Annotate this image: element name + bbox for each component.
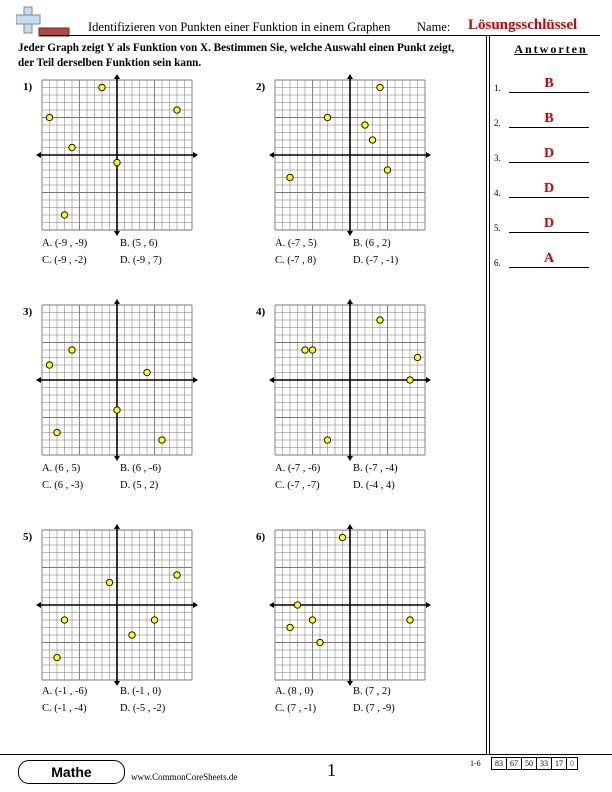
x-axis-arrow-left [269, 152, 274, 158]
answer-row-4 [494, 178, 604, 198]
choice-b: B. (7 , 2) [353, 686, 391, 697]
x-axis-arrow-left [36, 602, 41, 608]
page-number: 1 [327, 760, 336, 780]
score-cell: 17 [551, 757, 567, 770]
problem-6-graph [275, 530, 425, 680]
answer-number: 6. [494, 258, 501, 268]
plotted-point [302, 347, 308, 353]
answer-number: 1. [494, 83, 501, 93]
x-axis-arrow-left [269, 602, 274, 608]
problem-5-graph [42, 530, 192, 680]
choice-d: D. (-7 , -1) [353, 255, 399, 266]
x-axis-arrow-right [193, 152, 198, 158]
plotted-point [414, 354, 420, 360]
answer-value: D [543, 181, 555, 196]
plotted-point [144, 369, 150, 375]
score-cell: 0 [566, 757, 578, 770]
footer-divider [0, 754, 612, 755]
name-label: Name: [417, 20, 451, 34]
choice-b: B. (-1 , 0) [120, 686, 162, 697]
plotted-point [309, 347, 315, 353]
x-axis-arrow-left [269, 377, 274, 383]
header-divider [40, 35, 600, 36]
plotted-point [159, 437, 165, 443]
answer-number: 5. [494, 223, 501, 233]
plotted-point [369, 137, 375, 143]
problem-2-label: 2) [256, 81, 266, 93]
choice-a: A. (6 , 5) [42, 463, 81, 474]
problem-5-label: 5) [23, 531, 33, 543]
answer-number: 4. [494, 188, 501, 198]
plotted-point [114, 159, 120, 165]
choice-d: D. (7 , -9) [353, 703, 395, 714]
answer-line [509, 92, 589, 93]
answer-number: 3. [494, 153, 501, 163]
answer-value: A [543, 251, 555, 266]
plotted-point [69, 347, 75, 353]
plotted-point [114, 407, 120, 413]
choice-a: A. (8 , 0) [275, 686, 314, 697]
y-axis-arrow-up [347, 74, 353, 79]
plotted-point [324, 437, 330, 443]
choice-d: D. (5 , 2) [120, 480, 159, 491]
choice-c: C. (-7 , -7) [275, 480, 320, 491]
choice-d: D. (-9 , 7) [120, 255, 162, 266]
plotted-point [287, 624, 293, 630]
plotted-point [377, 84, 383, 90]
x-axis-arrow-right [426, 602, 431, 608]
choice-c: C. (6 , -3) [42, 480, 84, 491]
instructions: Jeder Graph zeigt Y als Funktion von X. Bestimmen Sie, welche Auswahl einen Punkt zeigt, der Teil derselben Funktion sein kann. [18, 42, 455, 69]
website-text: www.CommonCoreSheets.de [131, 772, 238, 782]
y-axis-arrow-up [114, 74, 120, 79]
answer-line [509, 267, 589, 268]
answer-value: B [544, 76, 554, 91]
problem-4-choices [275, 460, 431, 494]
subject-badge: Mathe [18, 760, 125, 784]
worksheet-title: Identifizieren von Punkten einer Funktion in einem Graphen [88, 20, 391, 34]
answer-line [509, 197, 589, 198]
plotted-point [384, 167, 390, 173]
x-axis-arrow-left [36, 377, 41, 383]
y-axis-arrow-up [347, 524, 353, 529]
choice-c: C. (-9 , -2) [42, 255, 87, 266]
y-axis-arrow-up [114, 524, 120, 529]
answer-line [509, 162, 589, 163]
choice-a: A. (-9 , -9) [42, 238, 88, 249]
answer-line [509, 127, 589, 128]
answer-row-1 [494, 73, 604, 93]
problem-4-label: 4) [256, 306, 266, 318]
score-cell: 50 [521, 757, 537, 770]
choice-b: B. (6 , 2) [353, 238, 391, 249]
choice-c: C. (-7 , 8) [275, 255, 317, 266]
plotted-point [407, 617, 413, 623]
score-range: 1-6 [470, 759, 481, 768]
choice-b: B. (5 , 6) [120, 238, 158, 249]
plotted-point [129, 632, 135, 638]
x-axis-arrow-right [193, 377, 198, 383]
choice-a: A. (-1 , -6) [42, 686, 88, 697]
problem-3-graph [42, 305, 192, 455]
plotted-point [317, 639, 323, 645]
answer-key-label: Lösungsschlüssel [468, 17, 578, 33]
problem-1-choices [42, 235, 198, 269]
score-table [492, 757, 578, 770]
plotted-point [309, 617, 315, 623]
answer-value: B [544, 111, 554, 126]
choice-a: A. (-7 , -6) [275, 463, 321, 474]
problem-6-label: 6) [256, 531, 266, 543]
problem-1-label: 1) [23, 81, 33, 93]
plotted-point [106, 579, 112, 585]
choice-c: C. (7 , -1) [275, 703, 317, 714]
answer-row-2 [494, 108, 604, 128]
plotted-point [362, 122, 368, 128]
answer-value: D [543, 146, 555, 161]
answer-row-5 [494, 213, 604, 233]
plotted-point [54, 654, 60, 660]
plotted-point [61, 617, 67, 623]
plotted-point [46, 362, 52, 368]
y-axis-arrow-up [114, 299, 120, 304]
answer-column-divider [486, 36, 487, 754]
plotted-point [287, 174, 293, 180]
plotted-point [377, 317, 383, 323]
plotted-point [61, 212, 67, 218]
choice-d: D. (-5 , -2) [120, 703, 166, 714]
plotted-point [294, 602, 300, 608]
choice-d: D. (-4 , 4) [353, 480, 395, 491]
problem-6-choices [275, 683, 431, 717]
plotted-point [151, 617, 157, 623]
problem-3-label: 3) [23, 306, 33, 318]
plotted-point [54, 429, 60, 435]
score-cell: 67 [506, 757, 522, 770]
x-axis-arrow-right [426, 377, 431, 383]
problem-5-choices [42, 683, 198, 717]
plotted-point [324, 114, 330, 120]
answer-line [509, 232, 589, 233]
choice-b: B. (6 , -6) [120, 463, 162, 474]
x-axis-arrow-left [36, 152, 41, 158]
plotted-point [174, 572, 180, 578]
score-cell: 33 [536, 757, 552, 770]
answers-title: Antworten [514, 42, 588, 56]
plotted-point [99, 84, 105, 90]
answer-row-6 [494, 248, 604, 268]
x-axis-arrow-right [426, 152, 431, 158]
plotted-point [174, 107, 180, 113]
answer-row-3 [494, 143, 604, 163]
problem-3-choices [42, 460, 198, 494]
y-axis-arrow-up [347, 299, 353, 304]
problem-1-graph [42, 80, 192, 230]
answer-column-divider-inner [489, 36, 490, 754]
plotted-point [407, 377, 413, 383]
problem-2-graph [275, 80, 425, 230]
choice-a: A. (-7 , 5) [275, 238, 317, 249]
score-cell: 83 [491, 757, 507, 770]
problem-4-graph [275, 305, 425, 455]
plotted-point [339, 534, 345, 540]
answer-number: 2. [494, 118, 501, 128]
x-axis-arrow-right [193, 602, 198, 608]
plotted-point [46, 114, 52, 120]
problem-2-choices [275, 235, 431, 269]
plotted-point [69, 144, 75, 150]
answer-value: D [543, 216, 555, 231]
choice-c: C. (-1 , -4) [42, 703, 87, 714]
logo-plus-icon [16, 4, 70, 38]
choice-b: B. (-7 , -4) [353, 463, 398, 474]
